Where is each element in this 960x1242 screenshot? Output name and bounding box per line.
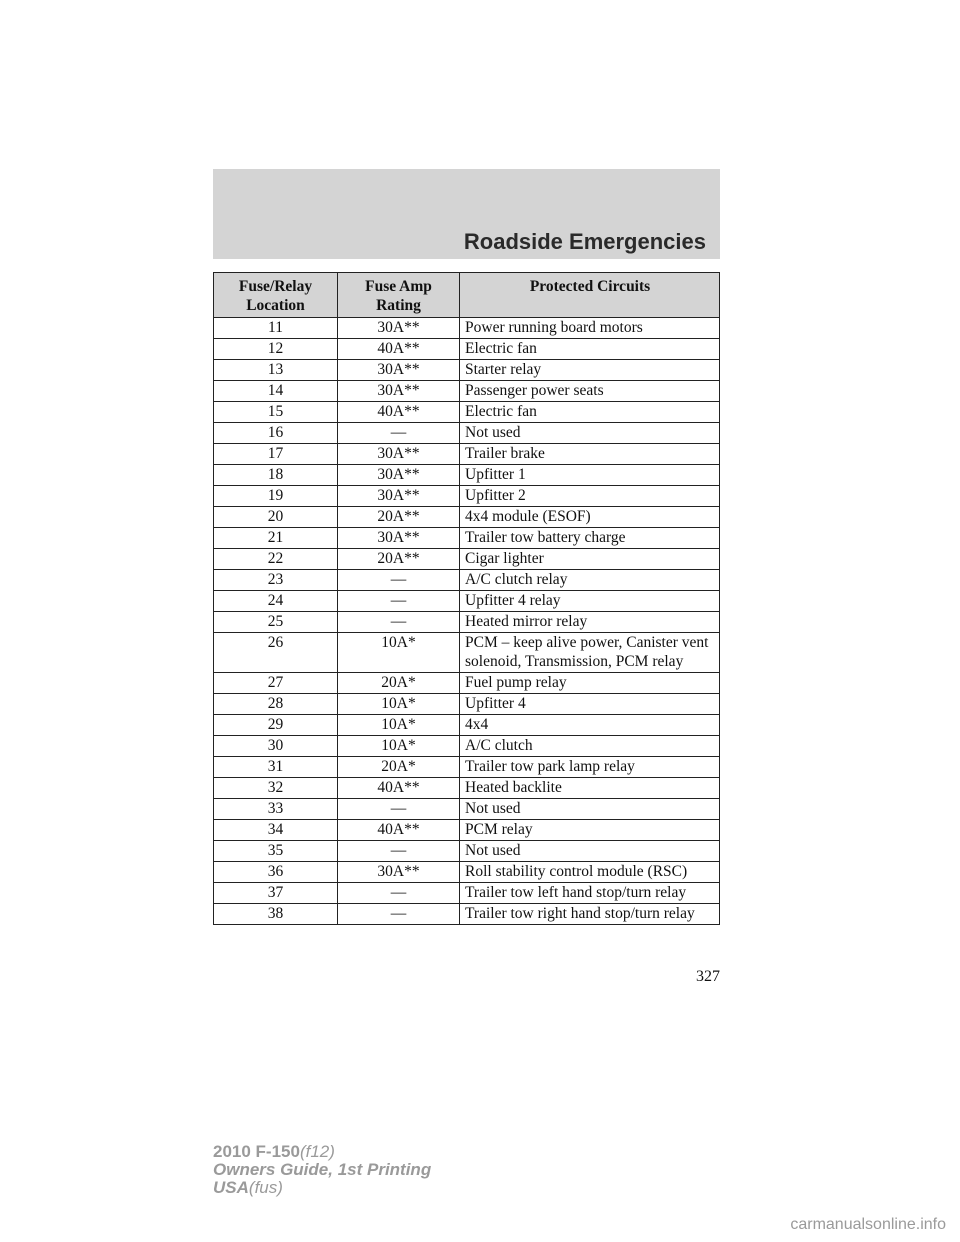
fuse-location-cell: 22 [214, 549, 338, 570]
header-location: Fuse/Relay Location [214, 273, 338, 318]
fuse-rating-cell: — [338, 423, 460, 444]
fuse-circuit-cell: Heated backlite [460, 778, 720, 799]
table-row [214, 820, 720, 841]
fuse-location-cell: 29 [214, 715, 338, 736]
watermark: carmanualsonline.info [790, 1216, 946, 1233]
fuse-location-cell: 37 [214, 883, 338, 904]
fuse-rating-cell: — [338, 591, 460, 612]
table-row [214, 799, 720, 820]
fuse-rating-cell: 30A** [338, 528, 460, 549]
fuse-rating-cell: 20A* [338, 757, 460, 778]
fuse-location-cell: 15 [214, 402, 338, 423]
fuse-circuit-cell: Electric fan [460, 339, 720, 360]
table-row [214, 423, 720, 444]
table-row [214, 612, 720, 633]
fuse-circuit-cell: A/C clutch [460, 736, 720, 757]
fuse-location-cell: 33 [214, 799, 338, 820]
fuse-rating-cell: 30A** [338, 318, 460, 339]
fuse-circuit-cell: Roll stability control module (RSC) [460, 862, 720, 883]
fuse-circuit-cell: Upfitter 1 [460, 465, 720, 486]
table-row [214, 904, 720, 925]
fuse-circuit-cell: Upfitter 4 [460, 694, 720, 715]
table-row [214, 591, 720, 612]
fuse-location-cell: 14 [214, 381, 338, 402]
footer [213, 1143, 431, 1197]
fuse-rating-cell: — [338, 612, 460, 633]
table-row [214, 883, 720, 904]
footer-line-3 [213, 1179, 431, 1197]
fuse-table-body [214, 318, 720, 925]
table-row [214, 633, 720, 673]
fuse-rating-cell: 30A** [338, 486, 460, 507]
fuse-circuit-cell: Passenger power seats [460, 381, 720, 402]
table-row [214, 507, 720, 528]
fuse-rating-cell: 30A** [338, 360, 460, 381]
fuse-rating-cell: 10A* [338, 633, 460, 673]
fuse-location-cell: 30 [214, 736, 338, 757]
fuse-location-cell: 27 [214, 673, 338, 694]
fuse-circuit-cell: 4x4 [460, 715, 720, 736]
fuse-location-cell: 34 [214, 820, 338, 841]
table-row [214, 841, 720, 862]
fuse-location-cell: 23 [214, 570, 338, 591]
fuse-rating-cell: 30A** [338, 444, 460, 465]
table-row [214, 570, 720, 591]
fuse-rating-cell: — [338, 904, 460, 925]
header-rating: Fuse Amp Rating [338, 273, 460, 318]
fuse-circuit-cell: Trailer tow left hand stop/turn relay [460, 883, 720, 904]
fuse-rating-cell: 20A** [338, 507, 460, 528]
fuse-circuit-cell: Upfitter 2 [460, 486, 720, 507]
table-row [214, 486, 720, 507]
fuse-circuit-cell: Not used [460, 799, 720, 820]
fuse-circuit-cell: Trailer tow battery charge [460, 528, 720, 549]
table-row [214, 465, 720, 486]
fuse-location-cell: 36 [214, 862, 338, 883]
fuse-circuit-cell: Heated mirror relay [460, 612, 720, 633]
fuse-rating-cell: 40A** [338, 339, 460, 360]
table-row [214, 549, 720, 570]
fuse-location-cell: 21 [214, 528, 338, 549]
fuse-location-cell: 28 [214, 694, 338, 715]
fuse-rating-cell: 10A* [338, 715, 460, 736]
fuse-location-cell: 26 [214, 633, 338, 673]
fuse-circuit-cell: Trailer tow right hand stop/turn relay [460, 904, 720, 925]
fuse-location-cell: 19 [214, 486, 338, 507]
fuse-location-cell: 13 [214, 360, 338, 381]
fuse-location-cell: 17 [214, 444, 338, 465]
footer-model: 2010 F-150 [213, 1142, 300, 1161]
footer-region: USA [213, 1178, 249, 1197]
fuse-circuit-cell: Fuel pump relay [460, 673, 720, 694]
section-header-band [213, 169, 720, 259]
fuse-circuit-cell: Power running board motors [460, 318, 720, 339]
table-header-row [214, 273, 720, 318]
page-number: 327 [696, 968, 720, 985]
table-row [214, 444, 720, 465]
fuse-circuit-cell: Trailer brake [460, 444, 720, 465]
fuse-location-cell: 35 [214, 841, 338, 862]
fuse-location-cell: 32 [214, 778, 338, 799]
fuse-table [213, 272, 720, 925]
fuse-location-cell: 16 [214, 423, 338, 444]
table-row [214, 715, 720, 736]
fuse-location-cell: 25 [214, 612, 338, 633]
fuse-rating-cell: 10A* [338, 694, 460, 715]
fuse-rating-cell: — [338, 841, 460, 862]
fuse-circuit-cell: Trailer tow park lamp relay [460, 757, 720, 778]
fuse-rating-cell: — [338, 799, 460, 820]
fuse-location-cell: 38 [214, 904, 338, 925]
table-row [214, 402, 720, 423]
footer-region-code: (fus) [248, 1178, 283, 1197]
table-row [214, 673, 720, 694]
table-row [214, 339, 720, 360]
table-row [214, 736, 720, 757]
footer-line-1 [213, 1143, 431, 1161]
fuse-rating-cell: 30A** [338, 862, 460, 883]
fuse-circuit-cell: 4x4 module (ESOF) [460, 507, 720, 528]
fuse-circuit-cell: PCM relay [460, 820, 720, 841]
fuse-circuit-cell: Upfitter 4 relay [460, 591, 720, 612]
fuse-location-cell: 31 [214, 757, 338, 778]
fuse-location-cell: 11 [214, 318, 338, 339]
fuse-rating-cell: 40A** [338, 820, 460, 841]
fuse-circuit-cell: PCM – keep alive power, Canister vent solenoid, Transmission, PCM relay [460, 633, 720, 673]
fuse-rating-cell: 30A** [338, 465, 460, 486]
fuse-circuit-cell: Cigar lighter [460, 549, 720, 570]
table-row [214, 757, 720, 778]
footer-model-code: (f12) [299, 1142, 335, 1161]
table-row [214, 318, 720, 339]
fuse-rating-cell: 40A** [338, 402, 460, 423]
fuse-circuit-cell: Electric fan [460, 402, 720, 423]
fuse-rating-cell: 20A** [338, 549, 460, 570]
fuse-rating-cell: 30A** [338, 381, 460, 402]
header-circuits: Protected Circuits [460, 273, 720, 318]
footer-line-2: Owners Guide, 1st Printing [213, 1160, 432, 1179]
fuse-rating-cell: 40A** [338, 778, 460, 799]
fuse-rating-cell: 20A* [338, 673, 460, 694]
fuse-location-cell: 24 [214, 591, 338, 612]
fuse-circuit-cell: Not used [460, 841, 720, 862]
fuse-location-cell: 18 [214, 465, 338, 486]
table-row [214, 778, 720, 799]
fuse-circuit-cell: A/C clutch relay [460, 570, 720, 591]
fuse-circuit-cell: Starter relay [460, 360, 720, 381]
fuse-location-cell: 20 [214, 507, 338, 528]
table-row [214, 528, 720, 549]
table-row [214, 694, 720, 715]
table-row [214, 360, 720, 381]
fuse-rating-cell: — [338, 570, 460, 591]
table-row [214, 381, 720, 402]
fuse-circuit-cell: Not used [460, 423, 720, 444]
table-row [214, 862, 720, 883]
fuse-rating-cell: — [338, 883, 460, 904]
fuse-rating-cell: 10A* [338, 736, 460, 757]
fuse-location-cell: 12 [214, 339, 338, 360]
section-title: Roadside Emergencies [463, 229, 706, 254]
